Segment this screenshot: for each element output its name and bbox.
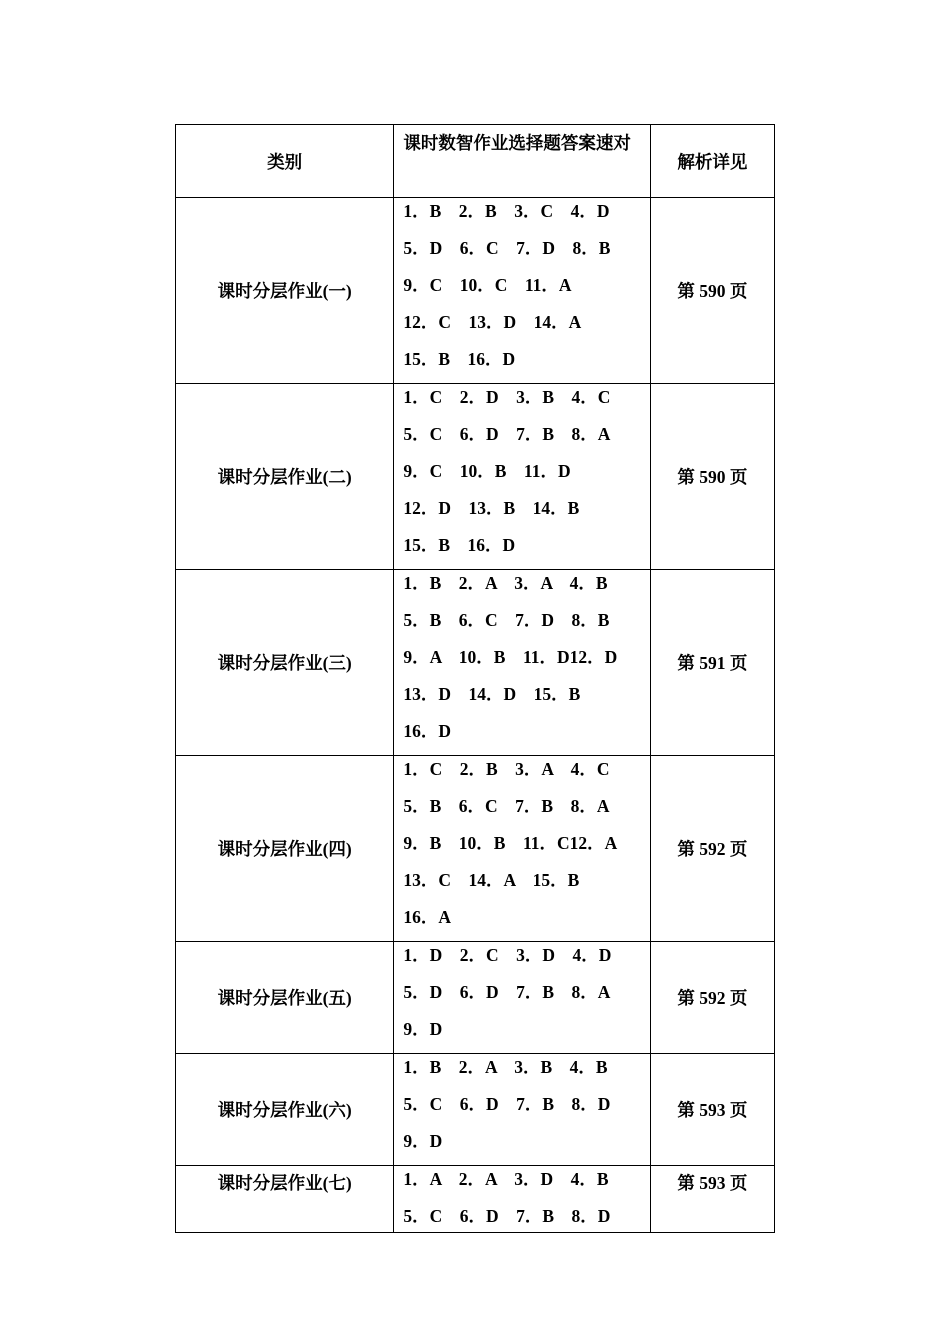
answer-line: 1．B 2．B 3．C 4．D (403, 201, 610, 221)
category-cell: 课时分层作业(四) (176, 756, 394, 942)
answer-table (175, 124, 775, 1233)
answers-cell (394, 384, 650, 570)
answers-cell (394, 1054, 650, 1166)
answer-line: 15．B 16．D (403, 535, 516, 555)
page-ref-cell: 第 590 页 (650, 384, 774, 570)
table-row (176, 384, 775, 570)
answer-line: 5．C 6．D 7．B 8．D (403, 1094, 611, 1114)
answer-line: 13．C 14．A 15．B (403, 870, 580, 890)
answer-line: 16．A (403, 907, 451, 927)
page-ref-cell: 第 592 页 (650, 942, 774, 1054)
header-row (176, 125, 775, 198)
answer-line: 1．D 2．C 3．D 4．D (403, 945, 612, 965)
table-row (176, 198, 775, 384)
answer-line: 1．A 2．A 3．D 4．B (403, 1169, 609, 1189)
answer-line: 12．D 13．B 14．B (403, 498, 580, 518)
answer-line: 5．B 6．C 7．B 8．A (403, 796, 610, 816)
page-ref-cell: 第 590 页 (650, 198, 774, 384)
table-row (176, 942, 775, 1054)
page-ref-cell: 第 591 页 (650, 570, 774, 756)
answer-line: 9．C 10．C 11．A (403, 275, 572, 295)
answers-cell (394, 570, 650, 756)
answers-cell (394, 1166, 650, 1233)
table-row (176, 1054, 775, 1166)
answer-line: 5．C 6．D 7．B 8．D (403, 1206, 611, 1226)
page-ref-cell: 第 593 页 (650, 1166, 774, 1233)
answer-line: 5．C 6．D 7．B 8．A (403, 424, 611, 444)
category-cell: 课时分层作业(七) (176, 1166, 394, 1233)
answer-line: 9．B 10．B 11．C12．A (403, 833, 618, 853)
header-category: 类别 (176, 125, 394, 198)
answers-cell (394, 198, 650, 384)
category-cell: 课时分层作业(五) (176, 942, 394, 1054)
answer-line: 12．C 13．D 14．A (403, 312, 582, 332)
header-page: 解析详见 (650, 125, 774, 198)
table-row (176, 570, 775, 756)
answer-line: 16．D (403, 721, 451, 741)
answer-line: 1．B 2．A 3．B 4．B (403, 1057, 608, 1077)
answer-line: 5．D 6．C 7．D 8．B (403, 238, 611, 258)
category-cell: 课时分层作业(六) (176, 1054, 394, 1166)
category-cell: 课时分层作业(二) (176, 384, 394, 570)
answer-line: 9．A 10．B 11．D12．D (403, 647, 618, 667)
page-ref-cell: 第 592 页 (650, 756, 774, 942)
answer-line: 13．D 14．D 15．B (403, 684, 581, 704)
answers-cell (394, 756, 650, 942)
answer-line: 9．C 10．B 11．D (403, 461, 571, 481)
page-ref-cell: 第 593 页 (650, 1054, 774, 1166)
header-answers: 课时数智作业选择题答案速对 (394, 125, 650, 198)
table-row (176, 756, 775, 942)
answer-line: 5．B 6．C 7．D 8．B (403, 610, 610, 630)
answer-line: 1．C 2．B 3．A 4．C (403, 759, 610, 779)
answer-line: 5．D 6．D 7．B 8．A (403, 982, 611, 1002)
answer-line: 1．C 2．D 3．B 4．C (403, 387, 611, 407)
answer-line: 15．B 16．D (403, 349, 516, 369)
answer-line: 9．D (403, 1019, 443, 1039)
answer-line: 9．D (403, 1131, 443, 1151)
answer-line: 1．B 2．A 3．A 4．B (403, 573, 608, 593)
category-cell: 课时分层作业(三) (176, 570, 394, 756)
category-cell: 课时分层作业(一) (176, 198, 394, 384)
answers-cell (394, 942, 650, 1054)
table-row (176, 1166, 775, 1233)
